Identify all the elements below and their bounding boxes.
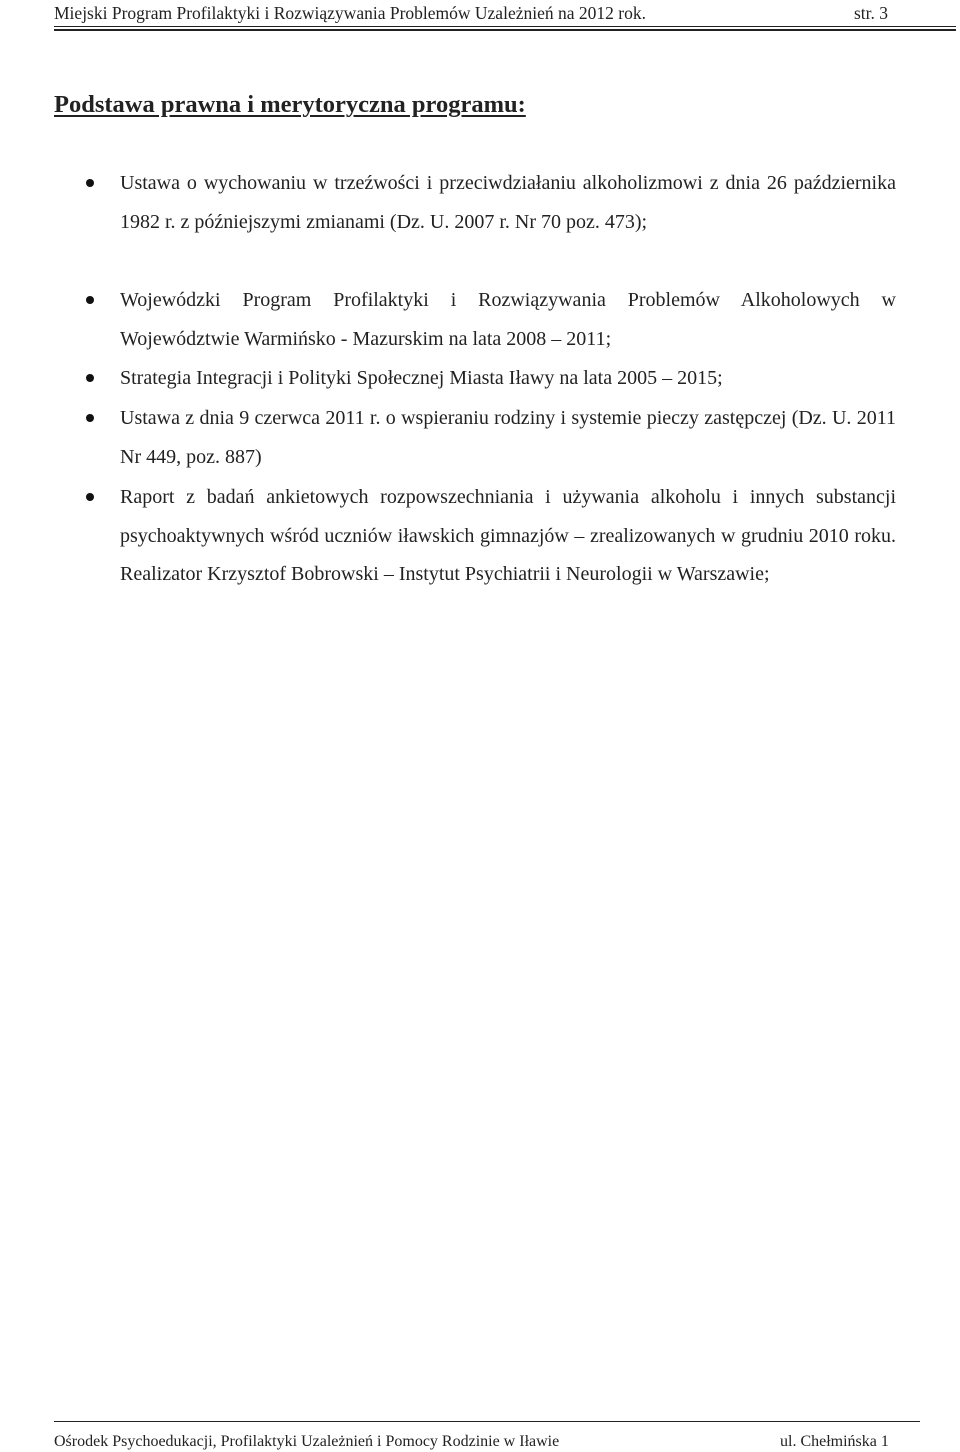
bullet-icon (86, 296, 94, 304)
list-item (120, 164, 896, 241)
bullet-icon (86, 414, 94, 422)
list-item-text: Strategia Integracji i Polityki Społecznej Miasta Iławy na lata 2005 – 2015; (120, 367, 723, 389)
header-rule-thick (54, 29, 956, 31)
section-heading: Podstawa prawna i merytoryczna programu: (54, 91, 526, 118)
header-rule-thin (54, 26, 956, 27)
list-item (120, 359, 896, 398)
footer-address: ul. Chełmińska 1 (780, 1433, 889, 1450)
page-number: str. 3 (854, 3, 889, 23)
page-header (54, 0, 956, 26)
bullet-icon (86, 179, 94, 187)
list-item-text: Ustawa o wychowaniu w trzeźwości i przeciwdziałaniu alkoholizmowi z dnia 26 października 1982 r. z późniejszymi zmianami (Dz. U. 2007 r. Nr 70 poz. 473); (120, 172, 896, 233)
bullet-icon (86, 493, 94, 501)
list-item-text: Raport z badań ankietowych rozpowszechniania i używania alkoholu i innych substancji psychoaktywnych wśród uczniów iławskich gimnazjów – zrealizowanych w grudniu 2010 roku. Realizator Krzysztof Bobrowski – Instytut Psychiatrii i Neurologii w Warszawie; (120, 486, 896, 586)
list-item (120, 281, 896, 358)
footer-rule (54, 1421, 920, 1422)
list-item (120, 399, 896, 476)
footer-organization: Ośrodek Psychoedukacji, Profilaktyki Uzależnień i Pomocy Rodzinie w Iławie (54, 1433, 560, 1450)
list-item (120, 478, 896, 594)
list-item-text: Ustawa z dnia 9 czerwca 2011 r. o wspieraniu rodziny i systemie pieczy zastępczej (Dz. U. 2011 Nr 449, poz. 887) (120, 407, 896, 468)
bullet-icon (86, 374, 94, 382)
document-title: Miejski Program Profilaktyki i Rozwiązywania Problemów Uzależnień na 2012 rok. (54, 3, 646, 23)
list-item-text: Wojewódzki Program Profilaktyki i Rozwiązywania Problemów Alkoholowych w Województwie Warmińsko - Mazurskim na lata 2008 – 2011; (120, 289, 896, 350)
